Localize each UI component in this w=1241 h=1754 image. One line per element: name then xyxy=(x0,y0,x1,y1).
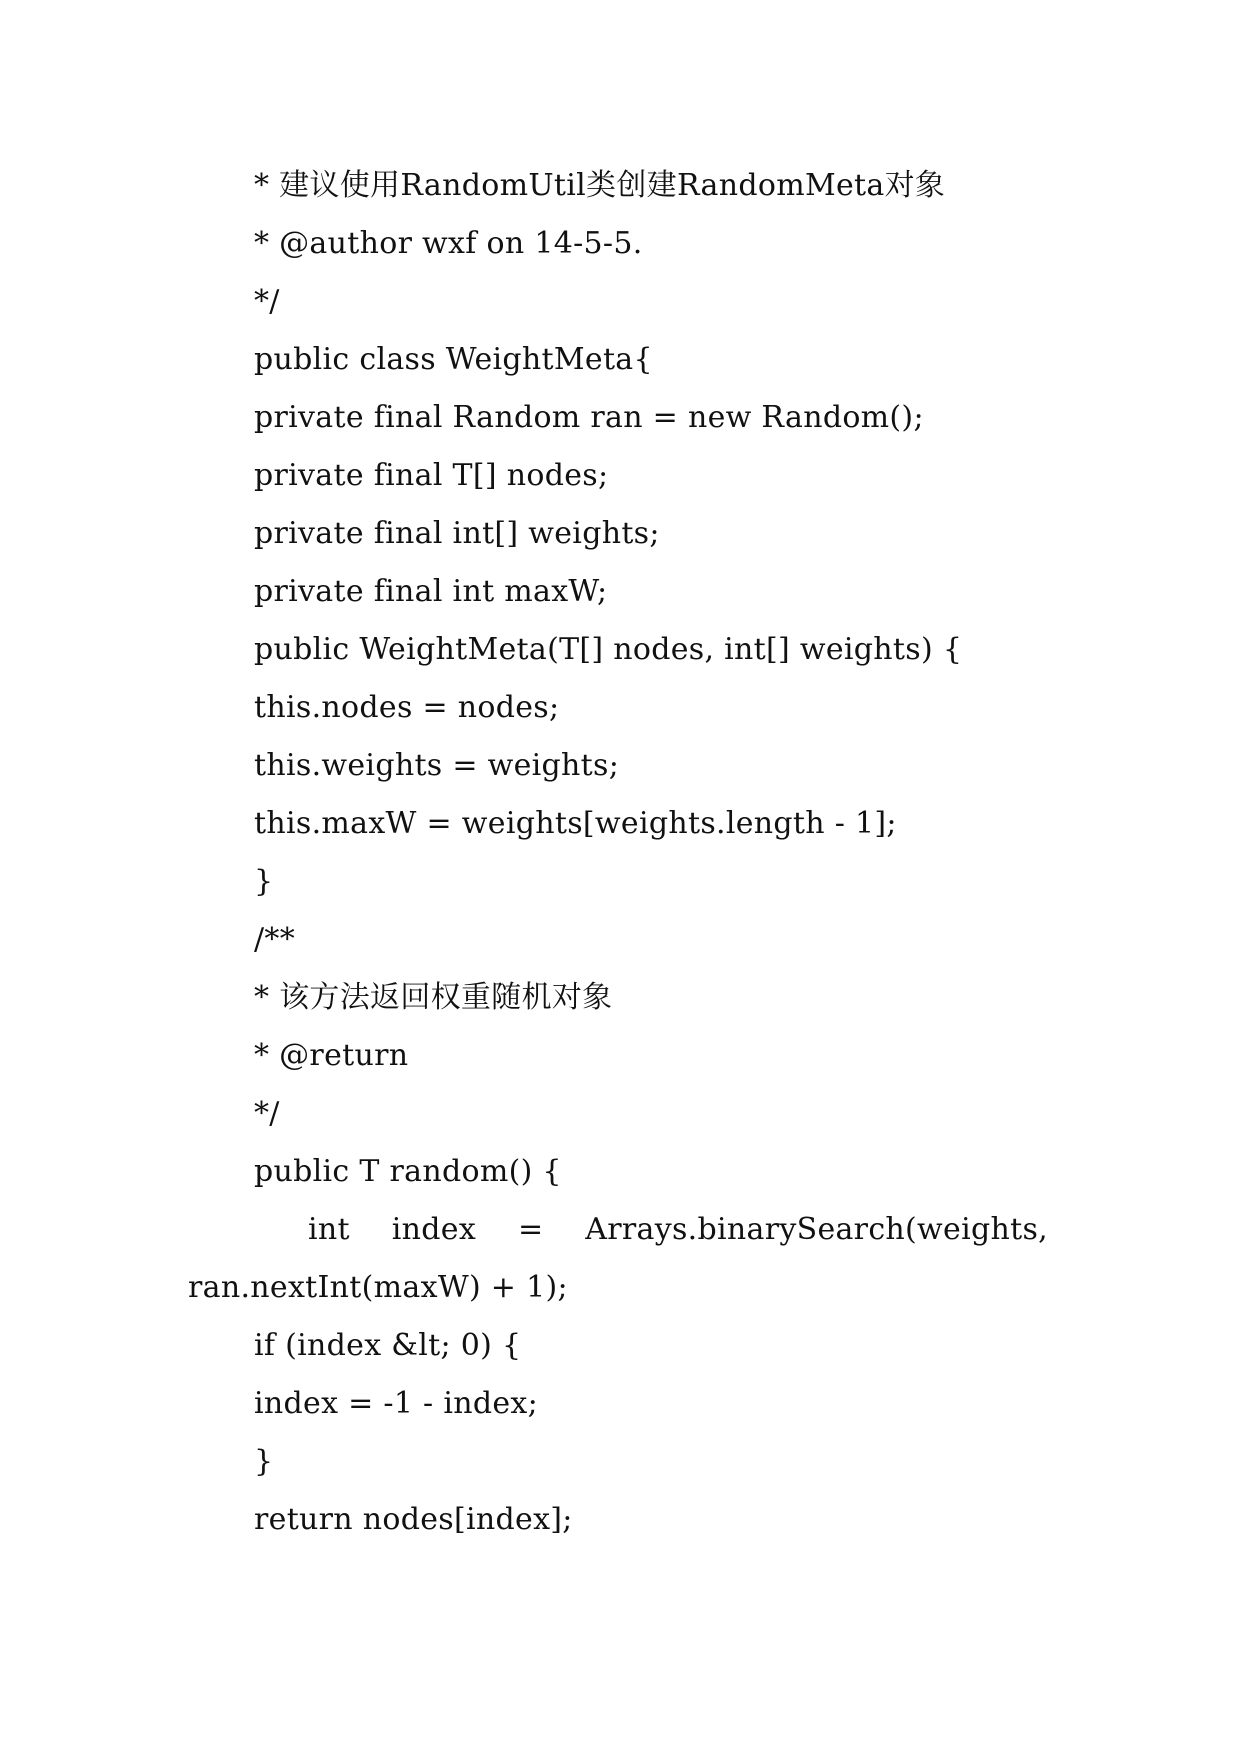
code-line-11: this.weights = weights; xyxy=(254,748,620,783)
code-line-5: private final Random ran = new Random(); xyxy=(254,400,924,435)
code-line-3: */ xyxy=(254,284,280,319)
code-line-12: this.maxW = weights[weights.length - 1]; xyxy=(254,806,897,841)
code-line-7: private final int[] weights; xyxy=(254,516,660,551)
code-line-15: * 该方法返回权重随机对象 xyxy=(254,980,613,1015)
code-line-10: this.nodes = nodes; xyxy=(254,690,560,725)
code-line-6: private final T[] nodes; xyxy=(254,458,609,493)
code-line-17: */ xyxy=(254,1096,280,1131)
code-line-14: /** xyxy=(254,922,296,957)
code-line-13: } xyxy=(254,864,274,899)
code-line-2: * @author wxf on 14-5-5. xyxy=(254,226,643,261)
code-line-18: public T random() { xyxy=(254,1154,562,1189)
code-line-9: public WeightMeta(T[] nodes, int[] weights) { xyxy=(254,632,963,667)
code-line-24: return nodes[index]; xyxy=(254,1502,573,1537)
code-line-23: } xyxy=(254,1444,274,1479)
code-line-8: private final int maxW; xyxy=(254,574,608,609)
code-line-4: public class WeightMeta{ xyxy=(254,342,653,377)
code-line-1: * 建议使用RandomUtil类创建RandomMeta对象 xyxy=(254,168,946,203)
code-line-22: index = -1 - index; xyxy=(254,1386,539,1421)
code-line-19: int index = Arrays.binarySearch(weights, xyxy=(308,1212,1048,1247)
code-line-20: ran.nextInt(maxW) + 1); xyxy=(188,1270,568,1305)
code-line-16: * @return xyxy=(254,1038,409,1073)
code-line-21: if (index &lt; 0) { xyxy=(254,1328,522,1363)
